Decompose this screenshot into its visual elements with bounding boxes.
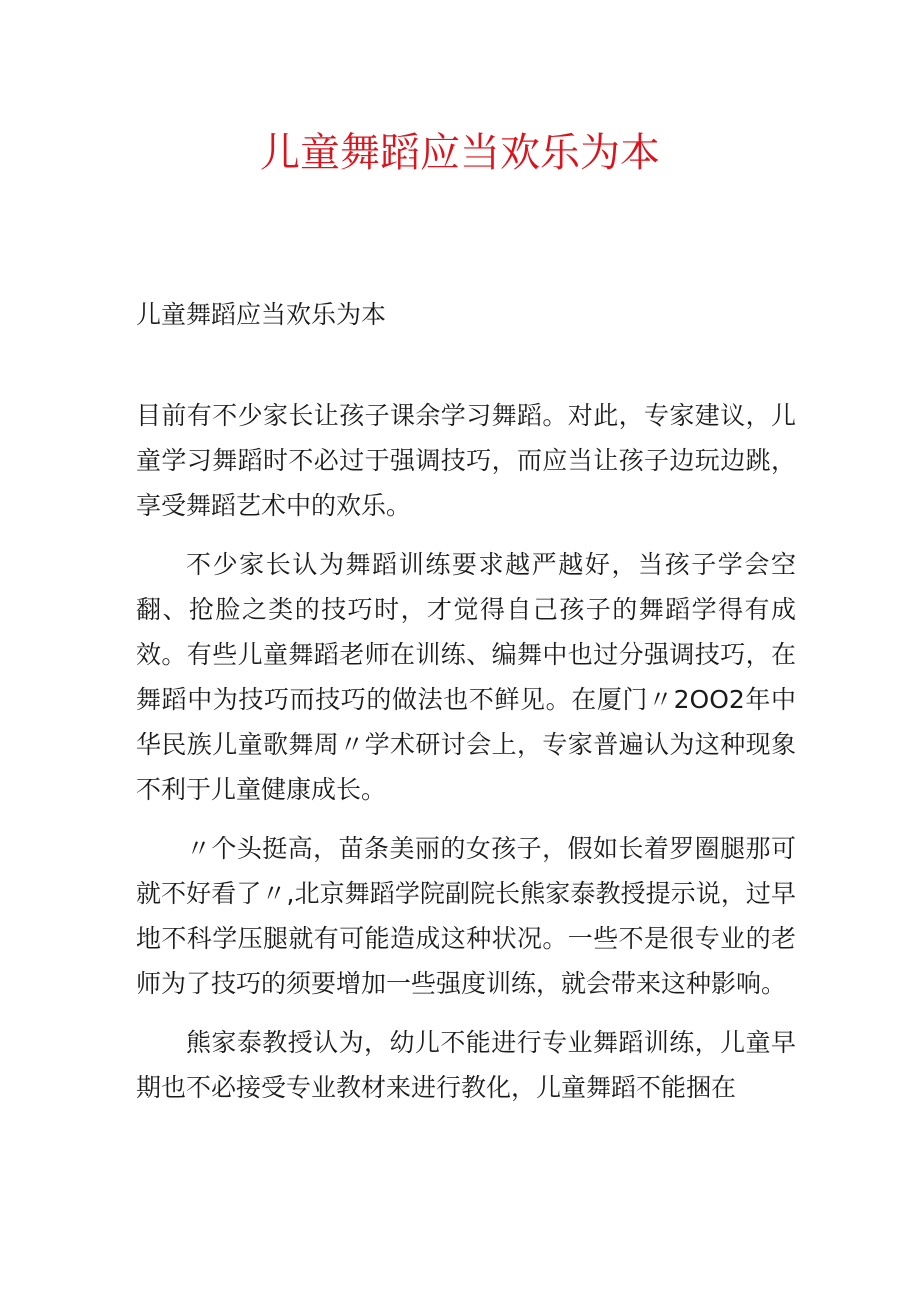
paragraph-intro: 目前有不少家长让孩子课余学习舞蹈。对此，专家建议，儿童学习舞蹈时不必过于强调技巧，而应当让孩子边玩边跳，享受舞蹈艺术中的欢乐。: [136, 401, 796, 520]
paragraph-parents-view: 不少家长认为舞蹈训练要求越严越好，当孩子学会空翻、抢脸之类的技巧时，才觉得自己孩子的舞蹈学得有成效。有些儿童舞蹈老师在训练、编舞中也过分强调技巧，在舞蹈中为技巧而技巧的做法也不鲜见。在厦门〃2OO2年中华民族儿童歌舞周〃学术研讨会上，专家普遍认为这种现象不利于儿童健康成长。: [136, 550, 796, 804]
paragraph-professor-opinion: 熊家泰教授认为，幼儿不能进行专业舞蹈训练，儿童早期也不必接受专业教材来进行教化，儿童舞蹈不能捆在: [136, 1028, 796, 1102]
document-title: 儿童舞蹈应当欢乐为本: [260, 130, 660, 176]
document-subtitle: 儿童舞蹈应当欢乐为本: [136, 300, 387, 329]
paragraph-professor-quote: 〃个头挺高，苗条美丽的女孩子，假如长着罗圈腿那可就不好看了〃,北京舞蹈学院副院长熊家泰教授提示说，过早地不科学压腿就有可能造成这种状况。一些不是很专业的老师为了技巧的须要增加一些强度训练，就会带来这种影响。: [136, 834, 796, 998]
document-body: [136, 393, 796, 1124]
